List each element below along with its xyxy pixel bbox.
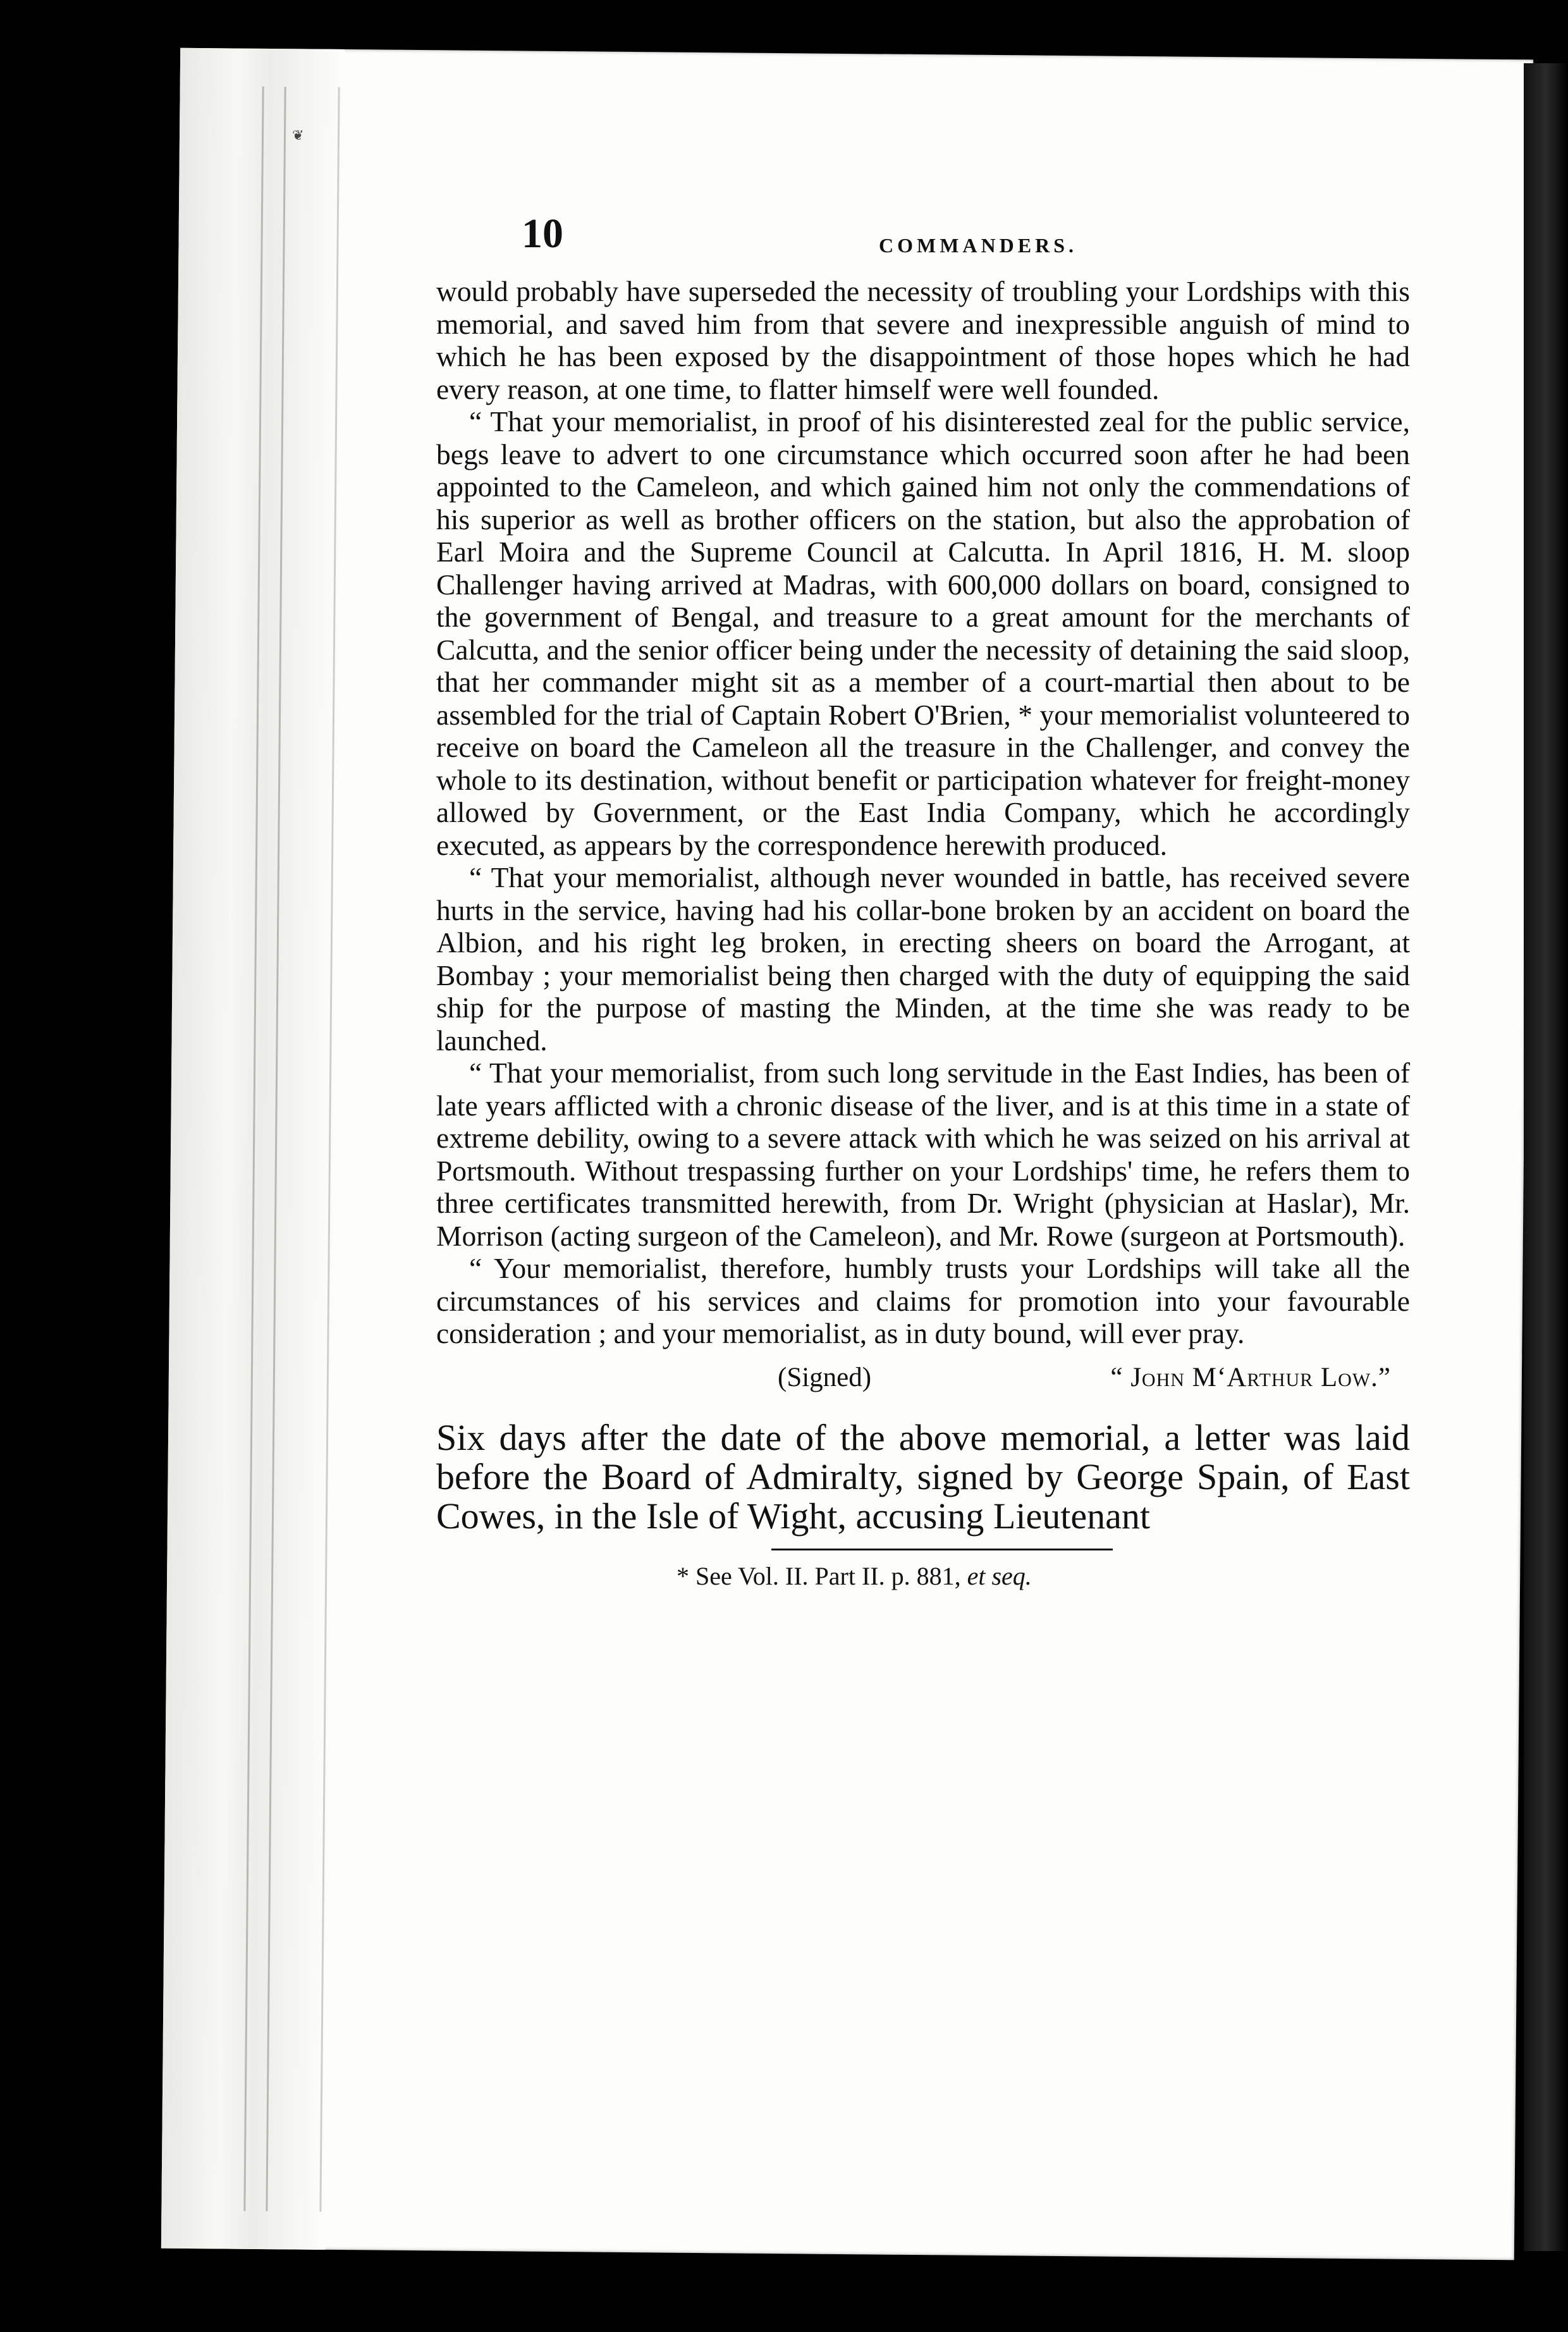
gutter-fold-line: [243, 87, 264, 2211]
next-page-edge: [1524, 63, 1568, 2251]
footnote-rule: [771, 1549, 1113, 1550]
footnote-text: * See Vol. II. Part II. p. 881,: [677, 1561, 961, 1590]
memorial-body: [436, 275, 1410, 1350]
paragraph: “ That your memorialist, in proof of his disinterested zeal for the public service, begs leave to advert to one circumstance which occurred soon after he had been appointed to the Cameleon, and which gained him not only the commendations of his superior as well as brother officers on the station, but also the approbation of Earl Moira and the Supreme Council at Calcutta. In April 1816, H. M. sloop Challenger having arrived at Madras, with 600,000 dollars on board, consigned to the government of Bengal, and treasure to a great amount for the merchants of Calcutta, and the senior officer being under the necessity of detaining the said sloop, that her commander might sit as a member of a court-martial then about to be assembled for the trial of Captain Robert O'Brien, * your memorialist volunteered to receive on board the Cameleon all the treasure in the Challenger, and convey the whole to its destination, without benefit or participation whatever for freight-money allowed by Government, or the East India Company, which he accordingly executed, as appears by the correspondence herewith produced.: [436, 405, 1410, 861]
page-content: [436, 209, 1410, 1592]
footnote: [436, 1561, 1410, 1592]
gutter-fold-line: [319, 87, 340, 2212]
signature-line: [436, 1361, 1410, 1399]
paragraph: “ That your memorialist, from such long servitude in the East Indies, has been of late years afflicted with a chronic disease of the liver, and is at this time in a state of extreme debility, owing to a severe attack with which he was seized on his arrival at Portsmouth. Without trespassing further on your Lordships' time, he refers them to three certificates transmitted herewith, from Dr. Wright (physician at Haslar), Mr. Morrison (acting surgeon of the Cameleon), and Mr. Rowe (surgeon at Portsmouth).: [436, 1057, 1410, 1252]
signatory-name: “ John M‘Arthur Low.”: [1110, 1362, 1391, 1392]
gutter-fold-line: [266, 87, 286, 2211]
paragraph: would probably have superseded the necessity of troubling your Lordships with this memorial, and saved him from that severe and inexpressible anguish of mind to which he has been exposed by the disappointment of those hopes which he had every reason, at one time, to flatter himself were well founded.: [436, 275, 1410, 405]
ink-mark-icon: ❦: [291, 127, 304, 144]
running-head: COMMANDERS.: [879, 234, 1077, 257]
signed-label: (Signed): [778, 1362, 872, 1392]
page-number: 10: [522, 211, 563, 257]
page-gutter: [161, 48, 345, 2250]
closing-paragraph: Six days after the date of the above memorial, a letter was laid before the Board of Admiralty, signed by George Spain, of East Cowes, in the Isle of Wight, accusing Lieutenant: [436, 1416, 1410, 1537]
page-header: [436, 209, 1410, 275]
footnote-italic: et seq.: [967, 1561, 1032, 1590]
paragraph: “ That your memorialist, although never wounded in battle, has received severe hurts in the service, having had his collar-bone broken by an accident on board the Albion, and his right leg broken, in erecting sheers on board the Arrogant, at Bombay ; your memorialist being then charged with the duty of equipping the said ship for the purpose of masting the Minden, at the time she was ready to be launched.: [436, 861, 1410, 1057]
paragraph: “ Your memorialist, therefore, humbly trusts your Lordships will take all the circumstances of his services and claims for promotion into your favourable consideration ; and your memorialist, as in duty bound, will ever pray.: [436, 1252, 1410, 1349]
